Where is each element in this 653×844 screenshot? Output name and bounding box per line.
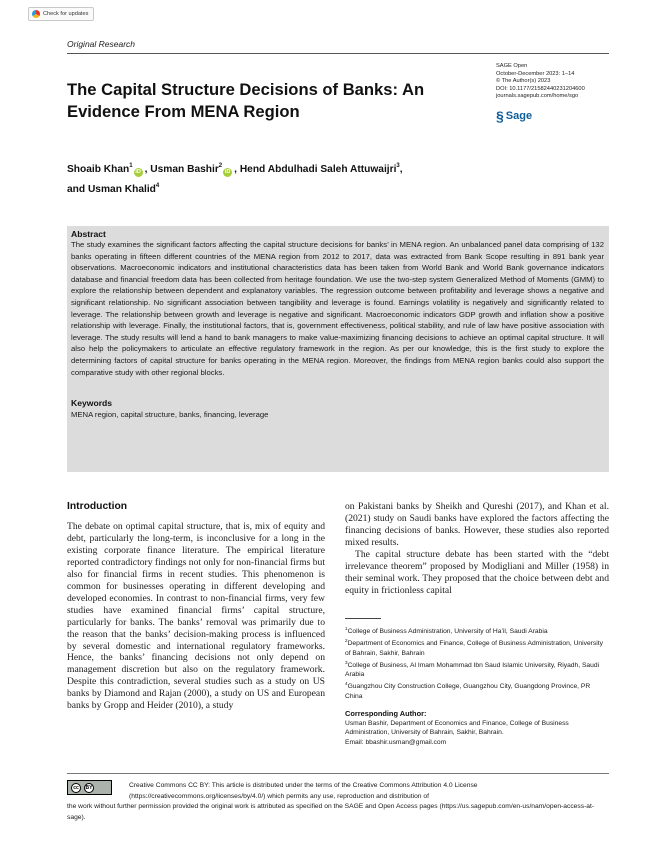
- introduction-heading: Introduction: [67, 501, 128, 512]
- check-for-updates-label: Check for updates: [43, 11, 89, 17]
- affiliation-item: [345, 636, 609, 658]
- affiliation-sup: 2: [345, 638, 348, 644]
- journal-issue: October-December 2023: 1–14: [496, 70, 575, 77]
- cc-icon: cc: [71, 783, 81, 793]
- corresponding-heading: Corresponding Author:: [345, 709, 427, 718]
- affiliation-text: Department of Economics and Finance, College of Business Administration, University of Bahrain, Sakhir, Bahrain: [345, 640, 603, 657]
- footnote-divider: [345, 618, 381, 619]
- author-affil-sup: 2: [218, 163, 223, 169]
- crossmark-icon: [32, 10, 40, 18]
- doi[interactable]: DOI: 10.1177/21582440231204600: [496, 85, 585, 92]
- author-affil-sup: 4: [155, 183, 160, 189]
- header-divider: [67, 53, 609, 54]
- author-name[interactable]: Hend Abdulhadi Saleh Attuwaijri: [239, 164, 397, 175]
- author-affil-sup: 3: [396, 163, 400, 169]
- keywords-heading: Keywords: [71, 398, 113, 409]
- corresponding-email[interactable]: Email: bbashir.usman@gmail.com: [345, 738, 447, 746]
- sage-logo: [496, 109, 532, 123]
- sage-logo-text: Sage: [505, 110, 533, 122]
- affiliations: [345, 624, 609, 701]
- author-name[interactable]: and Usman Khalid: [67, 184, 156, 195]
- section-type: Original Research: [67, 39, 136, 49]
- affiliation-item: [345, 679, 609, 701]
- license-line: Creative Commons CC BY: This article is distributed under the terms of the Creative Commons Attribution 4.0 License: [129, 782, 478, 789]
- orcid-icon[interactable]: iD: [135, 169, 141, 175]
- intro-paragraph: on Pakistani banks by Sheikh and Qureshi (2017), and Khan et al. (2021) study on Saudi banks have explored the factors affecting the financing decisions of banks. However, these studies also reported mixed results.: [345, 501, 609, 548]
- author-name[interactable]: Shoaib Khan: [67, 164, 130, 175]
- footer-divider: [67, 773, 609, 774]
- license-line[interactable]: (https://us.sagepub.com/en-us/nam/open-access-at-sage).: [67, 803, 595, 821]
- journal-url[interactable]: journals.sagepub.com/home/sgo: [496, 93, 579, 100]
- by-icon: BY: [85, 784, 93, 791]
- license-line[interactable]: (https://creativecommons.org/licenses/by/4.0/) which permits any use, reproduction and distribution of: [129, 792, 429, 800]
- keywords-text: MENA region, capital structure, banks, financing, leverage: [71, 410, 269, 420]
- affiliation-sup: 1: [345, 626, 348, 631]
- copyright: © The Author(s) 2023: [496, 78, 551, 85]
- sage-s-icon: §: [496, 108, 504, 124]
- check-for-updates-button[interactable]: [28, 7, 94, 21]
- affiliation-text: College of Business Administration, University of Ha’il, Saudi Arabia: [347, 628, 548, 635]
- orcid-icon[interactable]: iD: [224, 169, 231, 175]
- affiliation-text: Guangzhou City Construction College, Guangzhou City, Guangdong Province, PR China: [345, 683, 591, 700]
- corresponding-name: Usman Bashir, Department of Economics and Finance, College of Business Administration, University of Bahrain, Sakhir, Bahrain.: [345, 720, 569, 737]
- author-name[interactable]: Usman Bashir: [150, 164, 219, 175]
- intro-paragraph: The capital structure debate has been started with the “debt irrelevance theorem” proposed by Modigliani and Miller (1958) in their seminal work. They proposed that the choice between debt and equity in frictionless capital: [345, 548, 609, 596]
- affiliation-item: [345, 624, 609, 636]
- corresponding-author: [345, 719, 609, 747]
- intro-left-column: The debate on optimal capital structure, that is, mix of equity and debt, particularly the long-term, is inconclusive for a long in the existing corporate finance literature. The empirical literature reported contradictory findings not only for non-financial firms but also for financial firms in recent studies. This phenomenon is common for businesses operating in different developing and developed economies. In contrast to non-financial firms, very few studies have examined financial firms’ capital structure, particularly for banks. The banks’ removal was primarily due to the reason that the banks’ decision-making process is influenced by several domestic and international regulatory frameworks. Hence, the banks’ financing decisions not only depend on management discretion but also on the regulatory framework. Despite this contradiction, several studies such as a study on US banks by Diamond and Rajan (2000), a study on US and European banks by Gropp and Heider (2010), a study: [67, 521, 325, 712]
- abstract-text: The study examines the significant factors affecting the capital structure decisions for banks’ in MENA region. An unbalanced panel data comprising of 132 banks operating in fifteen different countries of the MENA region from 2012 to 2017, data was extracted from Bank Scope resulting in 891 bank year observations. Macroeconomic indicators and institutional characteristics data has been taken from World Bank and World Bank governance indicators database and financial freedom data has been collected from heritage foundation. We use the two-step system Generalized Method of Moments (GMM) to explore the relationship between dependent and explanatory variables. The regression outcome between profitability and leverage shows a negative and significant relationship. No significant association between tangibility and leverage is found. Earnings volatility is negatively and significantly related to leverage. The relationship between growth and leverage is negative and significant. Macroeconomic indicators GDP growth and inflation show a positive relationship with leverage. Finally, the institutional factors, that is, government effectiveness, political stability, and rule of law have positive association with leverage. The study results will lend a hand to bank managers to make value-maximizing financing decisions to achieve an optimal capital structure. It will also help the policymakers to articulate an effective regulatory framework in the region. As per our knowledge, this is the first study to explore the determining factors of capital structure for banks operating in the MENA region. Moreover, the findings from MENA region banks could also support the comparative study with other regional blocks.: [71, 240, 604, 377]
- license-line: the work without further permission provided the original work is attributed as specified on the SAGE and Open Access pages: [67, 803, 438, 811]
- author-affil-sup: 1: [129, 163, 133, 169]
- abstract-heading: Abstract: [71, 229, 106, 239]
- affiliation-sup: 3: [345, 659, 348, 665]
- affiliation-sup: 4: [345, 681, 348, 687]
- license-text: [67, 781, 609, 823]
- journal-name: SAGE Open: [496, 63, 528, 69]
- author-list: Shoaib Khan$^1$iD , Usman Bashir$^2$iD , Hend Abdulhadi Saleh Attuwaijri$^3$, and Usman Khalid$^4$: [67, 163, 403, 195]
- affiliation-text: College of Business, Al Imam Mohammad Ibn Saud Islamic University, Riyadh, Saudi Arabia: [345, 661, 600, 679]
- journal-meta: [496, 63, 616, 101]
- article-title: The Capital Structure Decisions of Banks: An Evidence From MENA Region: [67, 80, 425, 121]
- abstract-box: [67, 226, 609, 472]
- intro-right-column: [345, 501, 609, 597]
- affiliation-item: [345, 658, 609, 680]
